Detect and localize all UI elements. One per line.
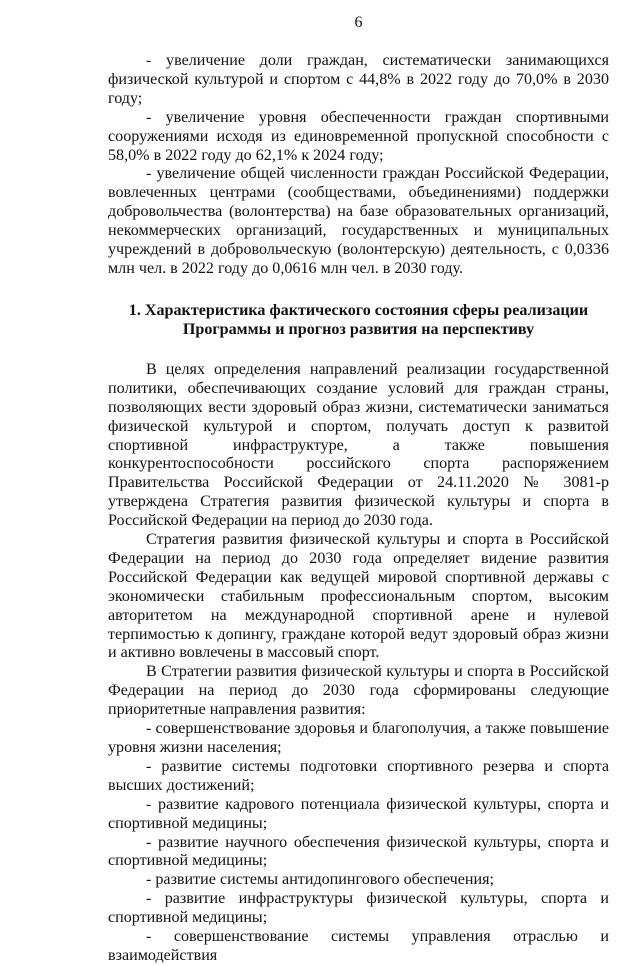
section-heading-line-1: 1. Характеристика фактического состояния сферы реализации [128, 301, 589, 319]
indicator-item: - увеличение уровня обеспеченности граждан спортивными сооружениями исходя из единовременной пропускной способности с 58,0% в 2022 году до 62,1% к 2024 году; [108, 108, 609, 164]
indicator-item: - увеличение общей численности граждан Российской Федерации, вовлеченных центрами (сообществами, объединениями) поддержки добровольчества (волонтерства) на базе образовательных организаций, некоммерческих организаций, государственных и муниципальных учреждений в добровольческую (волонтерскую) деятельность, с 0,0336 млн чел. в 2022 году до 0,0616 млн чел. в 2030 году. [108, 165, 609, 277]
priority-direction-item: - развитие кадрового потенциала физической культуры, спорта и спортивной медицины; [108, 795, 609, 832]
section-heading-line-2: Программы и прогноз развития на перспективу [182, 320, 535, 338]
section-heading [108, 301, 609, 339]
body-paragraph: В целях определения направлений реализации государственной политики, обеспечивающих создание условий для граждан страны, позволяющих вести здоровый образ жизни, систематически заниматься физической культурой и спортом, получать доступ к развитой спортивной инфраструктуре, а также повышения конкурентоспособности российского спорта распоряжением Правительства Российской Федерации от 24.11.2020 № 3081-р утверждена Стратегия развития физической культуры и спорта в Российской Федерации на период до 2030 года. [108, 360, 609, 530]
indicator-item: - увеличение доли граждан, систематически занимающихся физической культурой и спортом с 44,8% в 2022 году до 70,0% в 2030 году; [108, 52, 609, 107]
priority-direction-item: - развитие системы подготовки спортивного резерва и спорта высших достижений; [108, 757, 609, 794]
priority-direction-item: - развитие системы антидопингового обеспечения; [146, 871, 494, 889]
page-number: 6 [354, 14, 363, 31]
spacer [108, 279, 609, 301]
priority-direction-item: - развитие научного обеспечения физической культуры, спорта и спортивной медицины; [108, 833, 609, 870]
body-paragraph: Стратегия развития физической культуры и спорта в Российской Федерации на период до 2030 года определяет видение развития Российской Федерации как ведущей мировой спортивной державы с экономически стабильным профессиональным спортом, высоким авторитетом на международной спортивной арене и нулевой терпимостью к допингу, граждане которой ведут здоровый образ жизни и активно вовлечены в массовый спорт. [108, 531, 609, 662]
body-paragraph: В Стратегии развития физической культуры и спорта в Российской Федерации на период до 2030 года сформированы следующие приоритетные направления развития: [108, 663, 609, 719]
priority-direction-item: - совершенствование здоровья и благополучия, а также повышение уровня жизни населения; [108, 720, 609, 756]
priority-direction-item: - совершенствование системы управления отраслью и взаимодействия [108, 928, 609, 964]
priority-direction-item: - развитие инфраструктуры физической культуры, спорта и спортивной медицины; [108, 890, 609, 927]
